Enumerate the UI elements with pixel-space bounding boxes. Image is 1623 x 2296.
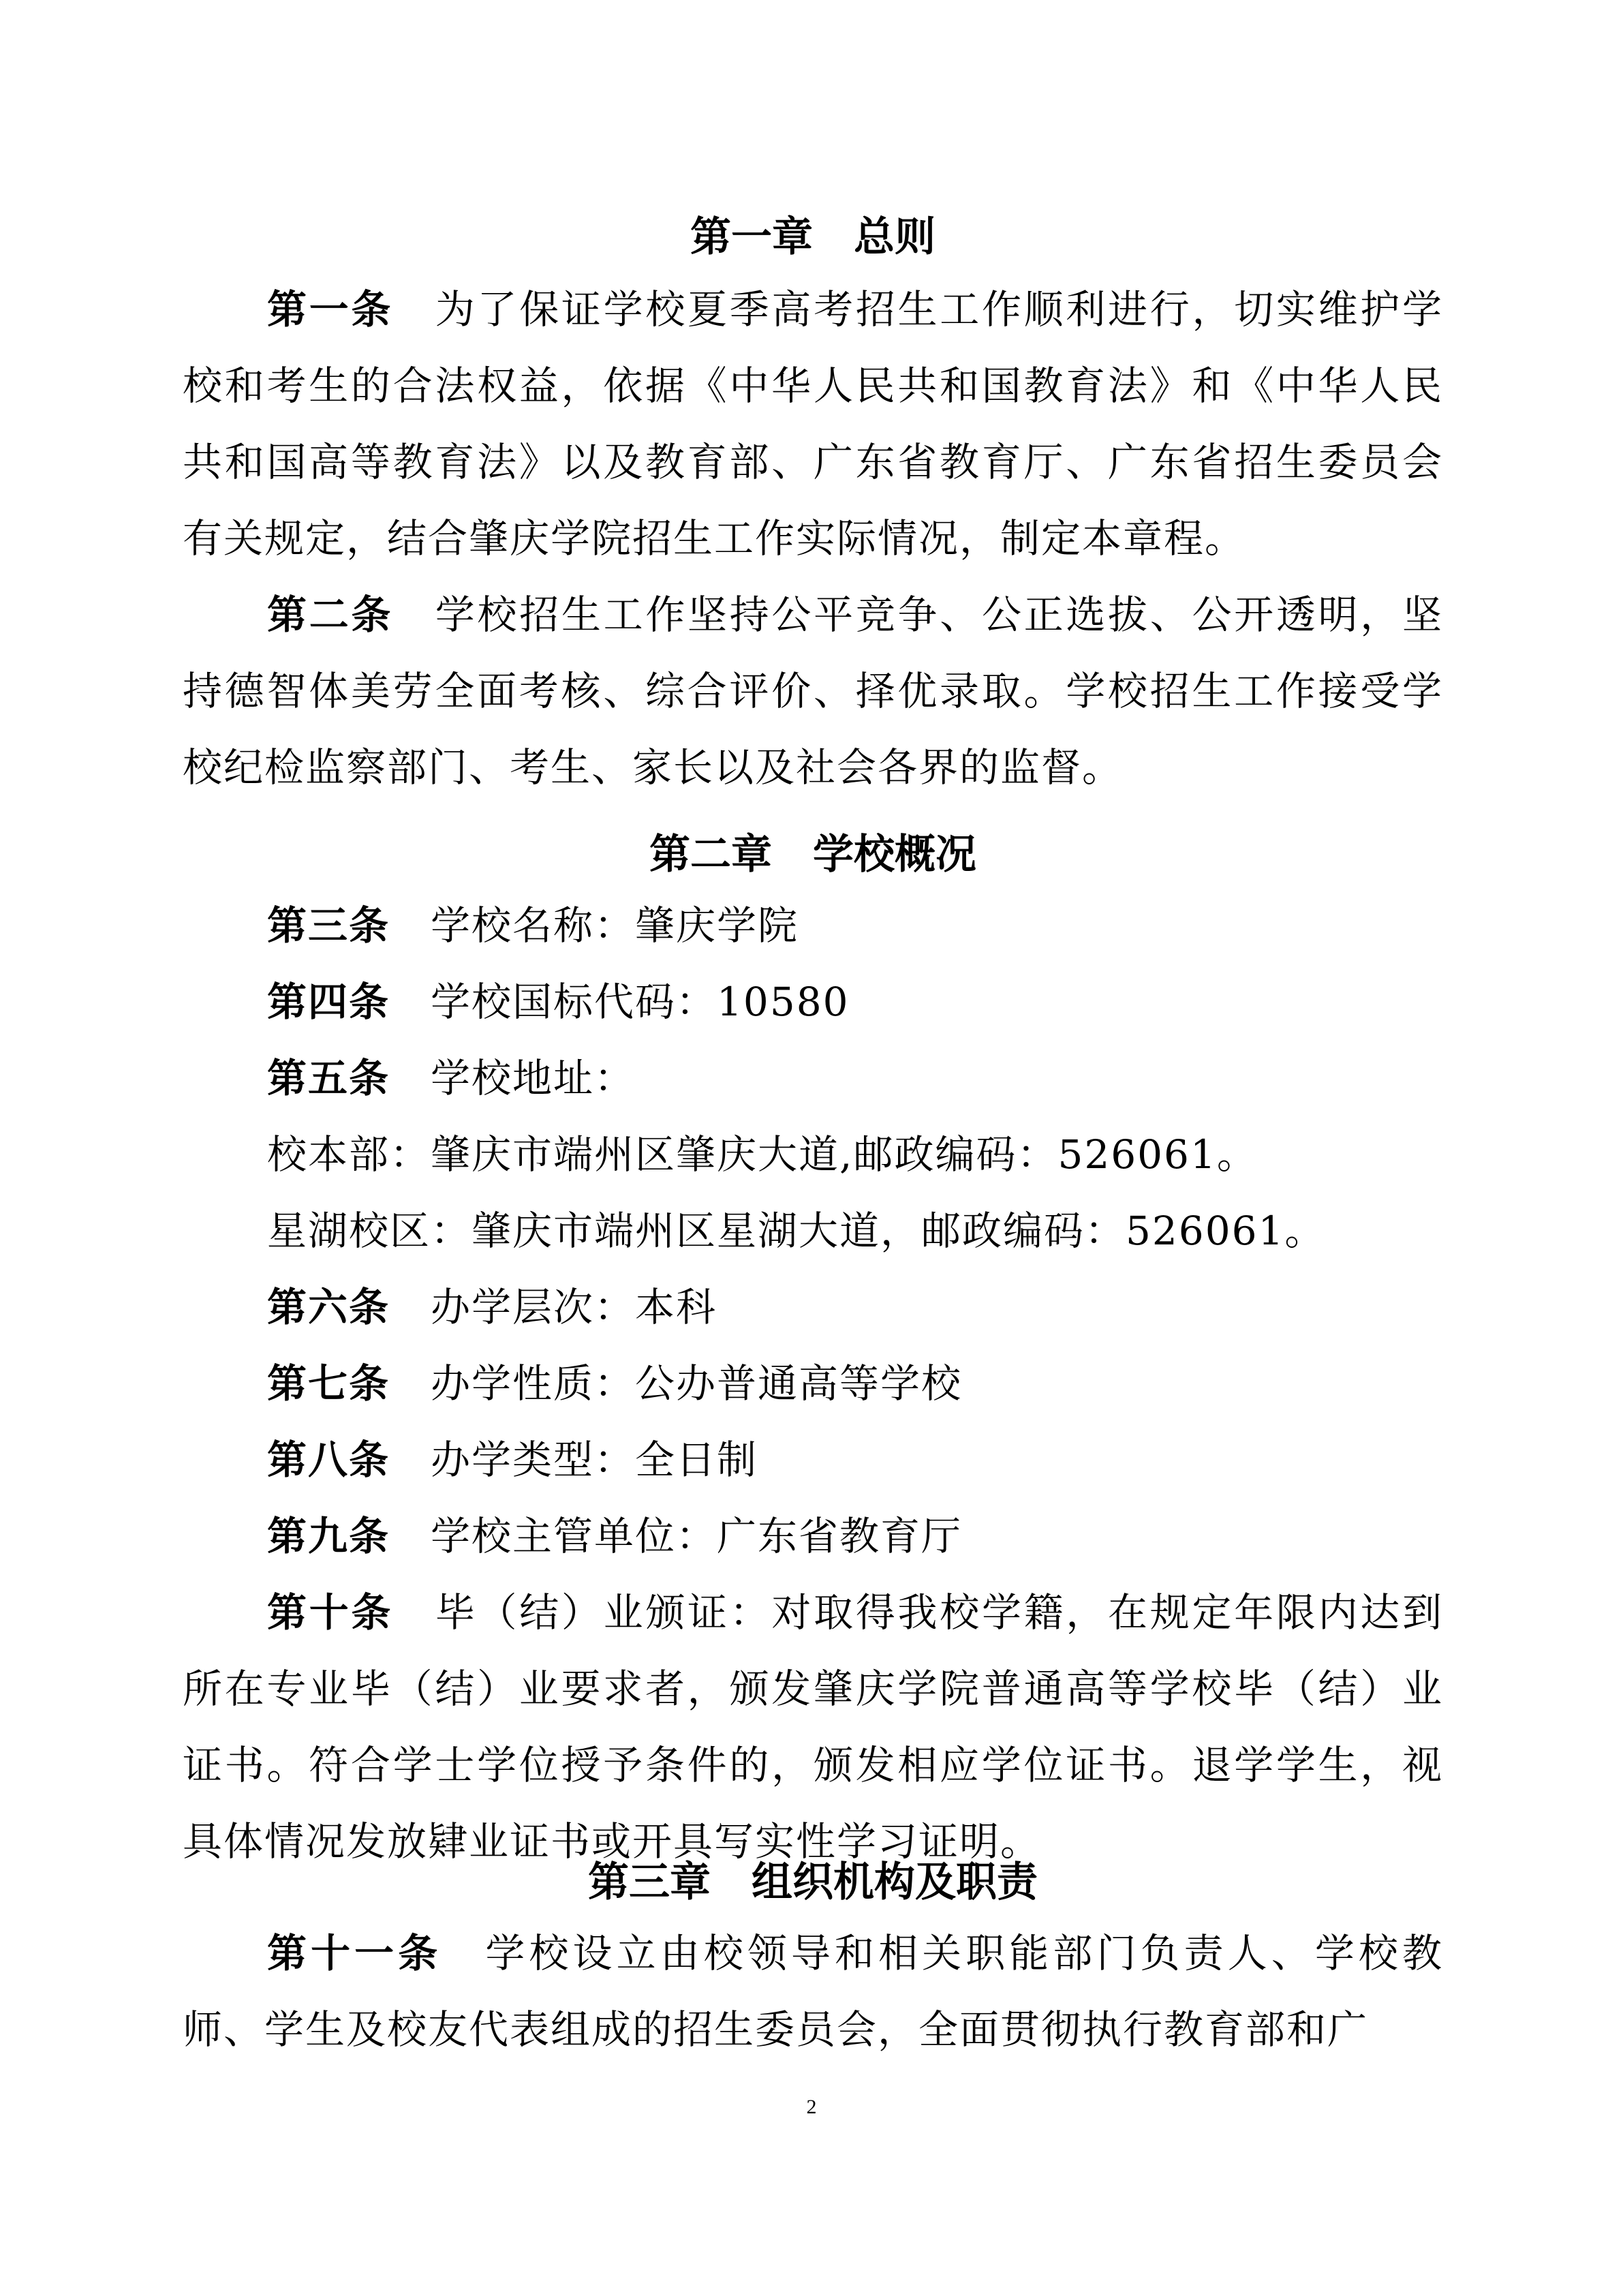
article-8-text: 办学类型：全日制	[431, 1437, 758, 1483]
chapter-1-title: 总则	[854, 213, 936, 261]
article-11-text: 学校设立由校领导和相关职能部门负责人、学校教师、学生及校友代表组成的招生委员会，全面贯彻执行教育部和广	[183, 1930, 1443, 2053]
chapter-2-title: 学校概况	[813, 831, 976, 878]
chapter-3-heading	[183, 1855, 1443, 1910]
article-6	[183, 1269, 1443, 1345]
article-10-text: 毕（结）业颁证：对取得我校学籍，在规定年限内达到所在专业毕（结）业要求者，颁发肇庆学院普通高等学校毕（结）业证书。符合学士学位授予条件的，颁发相应学位证书。退学学生，视具体情况发放肄业证书或开具写实性学习证明。	[183, 1589, 1443, 1865]
article-7-text: 办学性质：公办普通高等学校	[431, 1360, 963, 1407]
chapter-1-number: 第一章	[690, 213, 813, 261]
article-7-label: 第七条	[267, 1360, 390, 1407]
article-3	[183, 887, 1443, 964]
article-8	[183, 1422, 1443, 1498]
article-8-label: 第八条	[267, 1437, 390, 1483]
article-9-label: 第九条	[267, 1513, 390, 1559]
article-11-label: 第十一条	[267, 1930, 442, 1976]
chapter-3-body	[183, 1915, 1443, 2068]
campus-main-address: 校本部：肇庆市端州区肇庆大道,邮政编码：526061。	[267, 1131, 1258, 1178]
article-6-text: 办学层次：本科	[431, 1284, 717, 1330]
article-2-label: 第二条	[267, 592, 394, 638]
article-4-label: 第四条	[267, 979, 390, 1025]
article-9	[183, 1498, 1443, 1574]
chapter-2-body	[183, 887, 1443, 1880]
article-2	[183, 577, 1443, 806]
article-10	[183, 1574, 1443, 1880]
article-5-label: 第五条	[267, 1055, 390, 1101]
page-number: 2	[806, 2096, 817, 2118]
campus-xinghu-address: 星湖校区：肇庆市端州区星湖大道，邮政编码：526061。	[267, 1208, 1326, 1254]
article-4	[183, 964, 1443, 1040]
article-6-label: 第六条	[267, 1284, 390, 1330]
article-1	[183, 271, 1443, 577]
article-1-label: 第一条	[267, 286, 394, 333]
chapter-3-number: 第三章	[588, 1858, 711, 1906]
article-3-text: 学校名称：肇庆学院	[431, 902, 799, 949]
chapter-1-body	[183, 271, 1443, 806]
chapter-1-heading	[183, 210, 1443, 264]
article-1-text: 为了保证学校夏季高考招生工作顺利进行，切实维护学校和考生的合法权益，依据《中华人民共和国教育法》和《中华人民共和国高等教育法》以及教育部、广东省教育厅、广东省招生委员会有关规定，结合肇庆学院招生工作实际情况，制定本章程。	[183, 286, 1443, 562]
chapter-2-heading	[183, 827, 1443, 882]
article-2-text: 学校招生工作坚持公平竞争、公正选拔、公开透明，坚持德智体美劳全面考核、综合评价、择优录取。学校招生工作接受学校纪检监察部门、考生、家长以及社会各界的监督。	[183, 592, 1443, 791]
article-5-text: 学校地址：	[431, 1055, 636, 1101]
chapter-2-number: 第二章	[649, 831, 772, 878]
article-7	[183, 1345, 1443, 1422]
article-10-label: 第十条	[267, 1589, 394, 1636]
article-5	[183, 1040, 1443, 1116]
article-4-text: 学校国标代码：10580	[431, 979, 850, 1025]
article-3-label: 第三条	[267, 902, 390, 949]
article-11	[183, 1915, 1443, 2068]
article-9-text: 学校主管单位：广东省教育厅	[431, 1513, 963, 1559]
chapter-3-title: 组织机构及职责	[752, 1858, 1038, 1906]
